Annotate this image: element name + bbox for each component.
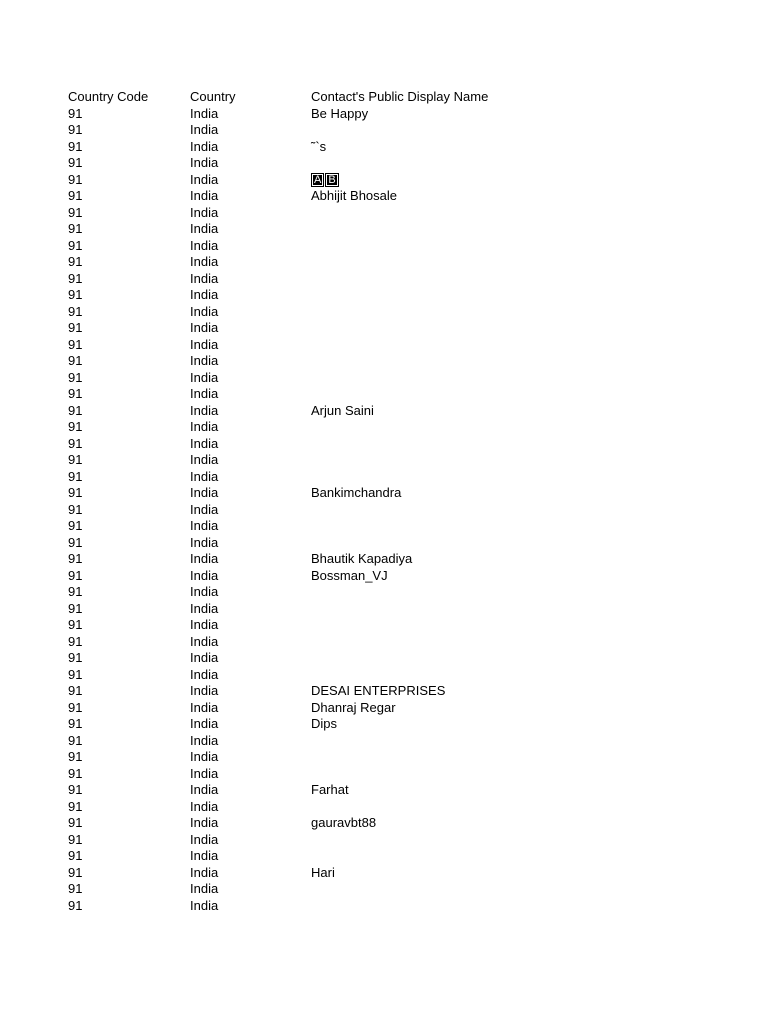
letter-badge: A bbox=[311, 173, 324, 187]
country-code-cell: 91 bbox=[68, 716, 83, 731]
country-cell: India bbox=[190, 270, 219, 286]
country-cell: India bbox=[190, 122, 219, 137]
table-row bbox=[68, 749, 571, 766]
country-code-cell: 91 bbox=[68, 336, 83, 352]
country-code-cell: 91 bbox=[68, 188, 83, 203]
letter-badge: B bbox=[325, 173, 338, 187]
country-cell: India bbox=[190, 303, 219, 319]
country-cell: India bbox=[190, 501, 219, 517]
country-cell: India bbox=[190, 749, 219, 764]
table-row bbox=[68, 601, 571, 618]
country-code-cell: 91 bbox=[68, 287, 83, 302]
country-code-cell: 91 bbox=[68, 584, 83, 599]
table-row bbox=[68, 650, 571, 667]
table-row bbox=[68, 304, 571, 321]
table-row bbox=[68, 469, 571, 486]
display-name-cell bbox=[311, 601, 571, 618]
country-code-cell: 91 bbox=[68, 633, 83, 649]
country-code-cell: 91 bbox=[68, 650, 83, 665]
table-row bbox=[68, 683, 571, 700]
display-name-cell: Dips bbox=[311, 716, 338, 731]
table-row bbox=[68, 799, 571, 816]
country-cell: India bbox=[190, 650, 219, 665]
country-cell: India bbox=[190, 386, 219, 401]
country-code-cell: 91 bbox=[68, 897, 83, 913]
table-row bbox=[68, 716, 571, 733]
table-row bbox=[68, 584, 571, 601]
country-code-cell: 91 bbox=[68, 320, 83, 335]
table-row bbox=[68, 766, 571, 783]
country-code-cell: 91 bbox=[68, 831, 83, 847]
country-code-cell: 91 bbox=[68, 551, 83, 566]
table-row bbox=[68, 700, 571, 717]
display-name-cell bbox=[311, 122, 571, 139]
display-name-cell bbox=[311, 832, 571, 849]
table-row bbox=[68, 155, 571, 172]
country-cell: India bbox=[190, 551, 219, 566]
display-name-cell: ˜`s bbox=[311, 138, 327, 154]
country-cell: India bbox=[190, 600, 219, 616]
display-name-cell bbox=[311, 617, 571, 634]
display-name-cell: Hari bbox=[311, 864, 335, 880]
table-row bbox=[68, 370, 571, 387]
display-name-cell bbox=[311, 667, 571, 684]
table-row bbox=[68, 634, 571, 651]
country-cell: India bbox=[190, 765, 219, 781]
display-name-cell bbox=[311, 898, 571, 915]
country-cell: India bbox=[190, 633, 219, 649]
header-country: Country bbox=[190, 89, 236, 104]
country-cell: India bbox=[190, 237, 219, 253]
country-code-cell: 91 bbox=[68, 105, 83, 121]
display-name-cell bbox=[311, 733, 571, 750]
display-name-cell bbox=[311, 386, 571, 403]
country-code-cell: 91 bbox=[68, 534, 83, 550]
table-row bbox=[68, 436, 571, 453]
display-name-cell bbox=[311, 353, 571, 370]
display-name-cell: Arjun Saini bbox=[311, 402, 374, 418]
display-name-cell bbox=[311, 584, 571, 601]
header-display-name: Contact's Public Display Name bbox=[311, 89, 489, 104]
country-cell: India bbox=[190, 287, 219, 302]
country-cell: India bbox=[190, 105, 219, 121]
country-code-cell: 91 bbox=[68, 485, 83, 500]
table-row bbox=[68, 865, 571, 882]
display-name-cell bbox=[311, 799, 571, 816]
country-cell: India bbox=[190, 138, 219, 154]
table-row bbox=[68, 337, 571, 354]
display-name-cell bbox=[311, 634, 571, 651]
country-cell: India bbox=[190, 419, 219, 434]
country-cell: India bbox=[190, 353, 219, 368]
country-cell: India bbox=[190, 716, 219, 731]
header-row bbox=[68, 89, 571, 106]
country-code-cell: 91 bbox=[68, 419, 83, 434]
display-name-cell: Dhanraj Regar bbox=[311, 699, 396, 715]
country-cell: India bbox=[190, 452, 219, 467]
table-body bbox=[68, 106, 571, 915]
contacts-sheet bbox=[68, 89, 571, 914]
country-cell: India bbox=[190, 320, 219, 335]
country-code-cell: 91 bbox=[68, 204, 83, 220]
table-row bbox=[68, 518, 571, 535]
display-name-cell bbox=[311, 238, 571, 255]
country-code-cell: 91 bbox=[68, 798, 83, 814]
country-cell: India bbox=[190, 897, 219, 913]
country-cell: India bbox=[190, 683, 219, 698]
country-cell: India bbox=[190, 881, 219, 896]
header-country-code: Country Code bbox=[68, 89, 149, 104]
table-row bbox=[68, 172, 571, 189]
table-row bbox=[68, 238, 571, 255]
display-name-cell bbox=[311, 419, 571, 436]
table-row bbox=[68, 419, 571, 436]
country-cell: India bbox=[190, 435, 219, 451]
country-cell: India bbox=[190, 485, 219, 500]
display-name-cell bbox=[311, 155, 571, 172]
table-row bbox=[68, 832, 571, 849]
country-cell: India bbox=[190, 584, 219, 599]
country-code-cell: 91 bbox=[68, 270, 83, 286]
country-cell: India bbox=[190, 221, 219, 236]
display-name-cell bbox=[311, 650, 571, 667]
country-code-cell: 91 bbox=[68, 815, 83, 830]
display-name-cell: Abhijit Bhosale bbox=[311, 188, 397, 203]
country-code-cell: 91 bbox=[68, 303, 83, 319]
table-row bbox=[68, 106, 571, 123]
table-row bbox=[68, 733, 571, 750]
country-code-cell: 91 bbox=[68, 666, 83, 682]
country-cell: India bbox=[190, 188, 219, 203]
country-cell: India bbox=[190, 699, 219, 715]
table-row bbox=[68, 502, 571, 519]
country-code-cell: 91 bbox=[68, 864, 83, 880]
country-code-cell: 91 bbox=[68, 452, 83, 467]
country-cell: India bbox=[190, 468, 219, 484]
country-cell: India bbox=[190, 798, 219, 814]
table-row bbox=[68, 386, 571, 403]
country-cell: India bbox=[190, 402, 219, 418]
table-row bbox=[68, 898, 571, 915]
table-row bbox=[68, 320, 571, 337]
display-name-cell: Bossman_VJ bbox=[311, 567, 388, 583]
table-row bbox=[68, 848, 571, 865]
display-name-cell bbox=[311, 172, 571, 189]
country-code-cell: 91 bbox=[68, 369, 83, 385]
table-row bbox=[68, 881, 571, 898]
country-cell: India bbox=[190, 155, 219, 170]
country-cell: India bbox=[190, 782, 219, 797]
table-row bbox=[68, 122, 571, 139]
table-row bbox=[68, 403, 571, 420]
table-row bbox=[68, 205, 571, 222]
country-cell: India bbox=[190, 567, 219, 583]
country-code-cell: 91 bbox=[68, 567, 83, 583]
display-name-cell bbox=[311, 304, 571, 321]
table-row bbox=[68, 667, 571, 684]
country-cell: India bbox=[190, 864, 219, 880]
country-code-cell: 91 bbox=[68, 237, 83, 253]
country-code-cell: 91 bbox=[68, 353, 83, 368]
display-name-cell bbox=[311, 848, 571, 865]
table-row bbox=[68, 188, 571, 205]
country-cell: India bbox=[190, 204, 219, 220]
display-name-cell: Be Happy bbox=[311, 105, 369, 121]
country-code-cell: 91 bbox=[68, 254, 83, 269]
country-code-cell: 91 bbox=[68, 122, 83, 137]
country-code-cell: 91 bbox=[68, 386, 83, 401]
table-row bbox=[68, 287, 571, 304]
country-code-cell: 91 bbox=[68, 749, 83, 764]
country-cell: India bbox=[190, 815, 219, 830]
display-name-cell bbox=[311, 205, 571, 222]
table-row bbox=[68, 271, 571, 288]
display-name-cell bbox=[311, 766, 571, 783]
country-code-cell: 91 bbox=[68, 402, 83, 418]
display-name-cell bbox=[311, 749, 571, 766]
display-name-cell bbox=[311, 337, 571, 354]
display-name-cell: Bankimchandra bbox=[311, 485, 402, 500]
table-row bbox=[68, 353, 571, 370]
country-code-cell: 91 bbox=[68, 468, 83, 484]
country-cell: India bbox=[190, 518, 219, 533]
country-cell: India bbox=[190, 254, 219, 269]
display-name-cell bbox=[311, 254, 571, 271]
display-name-cell bbox=[311, 518, 571, 535]
display-name-cell bbox=[311, 287, 571, 304]
display-name-cell bbox=[311, 320, 571, 337]
country-cell: India bbox=[190, 732, 219, 748]
country-code-cell: 91 bbox=[68, 683, 83, 698]
display-name-cell bbox=[311, 271, 571, 288]
display-name-cell bbox=[311, 881, 571, 898]
display-name-cell bbox=[311, 221, 571, 238]
country-code-cell: 91 bbox=[68, 765, 83, 781]
table-row bbox=[68, 139, 571, 156]
display-name-cell: gauravbt88 bbox=[311, 815, 377, 830]
country-code-cell: 91 bbox=[68, 881, 83, 896]
display-name-cell bbox=[311, 502, 571, 519]
country-code-cell: 91 bbox=[68, 435, 83, 451]
country-code-cell: 91 bbox=[68, 699, 83, 715]
country-cell: India bbox=[190, 666, 219, 682]
table-row bbox=[68, 485, 571, 502]
country-cell: India bbox=[190, 369, 219, 385]
country-code-cell: 91 bbox=[68, 155, 83, 170]
country-cell: India bbox=[190, 336, 219, 352]
country-cell: India bbox=[190, 171, 219, 187]
country-code-cell: 91 bbox=[68, 782, 83, 797]
display-name-cell bbox=[311, 436, 571, 453]
table-row bbox=[68, 568, 571, 585]
table-row bbox=[68, 815, 571, 832]
display-name-cell: Bhautik Kapadiya bbox=[311, 551, 413, 566]
table-row bbox=[68, 617, 571, 634]
display-name-cell bbox=[311, 370, 571, 387]
country-code-cell: 91 bbox=[68, 138, 83, 154]
country-cell: India bbox=[190, 617, 219, 632]
table-row bbox=[68, 452, 571, 469]
display-name-cell bbox=[311, 469, 571, 486]
table-row bbox=[68, 782, 571, 799]
country-code-cell: 91 bbox=[68, 501, 83, 517]
country-code-cell: 91 bbox=[68, 221, 83, 236]
table-row bbox=[68, 535, 571, 552]
display-name-cell: Farhat bbox=[311, 782, 349, 797]
table-row bbox=[68, 221, 571, 238]
country-code-cell: 91 bbox=[68, 600, 83, 616]
country-cell: India bbox=[190, 848, 219, 863]
country-cell: India bbox=[190, 831, 219, 847]
display-name-cell bbox=[311, 452, 571, 469]
country-cell: India bbox=[190, 534, 219, 550]
country-code-cell: 91 bbox=[68, 617, 83, 632]
table-row bbox=[68, 254, 571, 271]
country-code-cell: 91 bbox=[68, 171, 83, 187]
country-code-cell: 91 bbox=[68, 518, 83, 533]
country-code-cell: 91 bbox=[68, 732, 83, 748]
display-name-cell bbox=[311, 535, 571, 552]
table-row bbox=[68, 551, 571, 568]
display-name-cell: DESAI ENTERPRISES bbox=[311, 683, 446, 698]
country-code-cell: 91 bbox=[68, 848, 83, 863]
